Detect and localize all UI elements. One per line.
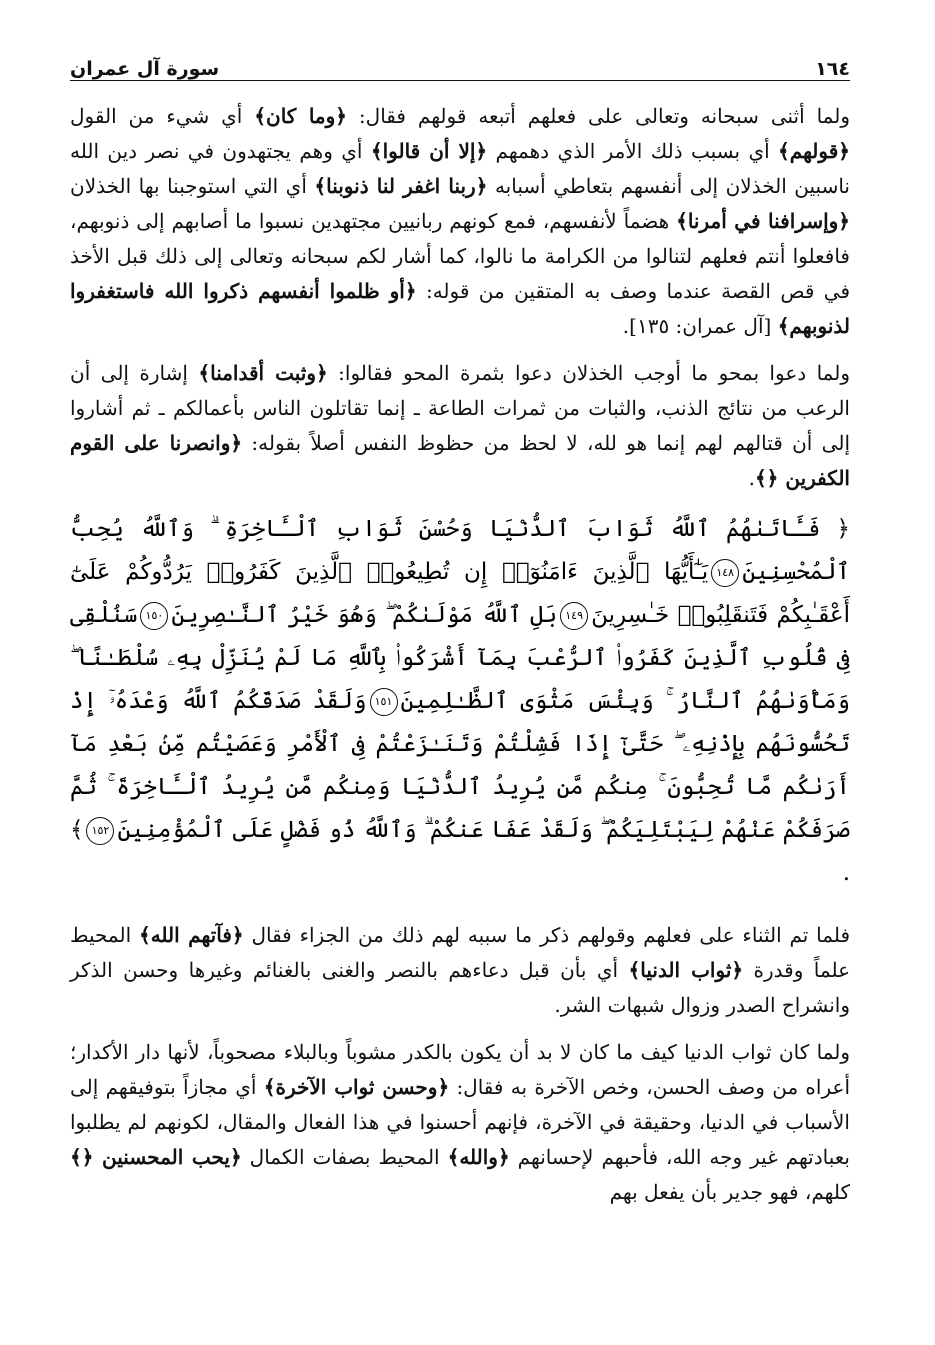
surah-title: سورة آل عمران xyxy=(70,58,220,80)
paragraph-3: فلما تم الثناء على فعلهم وقولهم ذكر ما سببه لهم ذلك من الجزاء فقال ﴿فآتهم الله﴾ المحيط علماً وقدرة ﴿ثواب الدنيا﴾ أي بأن قبل دعاءهم بالنصر والغنى بالغنائم وغيرها وحسن الذكر وانشراح الصدر وزوال شبهات الشر. xyxy=(70,923,851,1017)
verse-number-148: ١٤٨ xyxy=(711,559,739,587)
page-number: ١٦٤ xyxy=(815,58,850,80)
verse-150: بَلِ ٱللَّهُ مَوْلَىٰكُمْ ۖ وَهُوَ خَيْرُ ٱلنَّـٰصِرِينَ xyxy=(171,602,558,628)
paragraph-4: ولما كان ثواب الدنيا كيف ما كان لا بد أن يكون بالكدر مشوباً وبالبلاء مصحوباً، لأنها دار الأكدار؛ أعراه من وصف الحسن، وخص الآخرة به فقال: ﴿وحسن ثواب الآخرة﴾ أي مجازاً بتوفيقهم إلى الأسباب في الدنيا، وحقيقة في الآخرة، فإنهم أحسنوا في هذا الفعال والمقال، لكونهم لم يطلبوا بعبادتهم غير وجه الله، فأحبهم لإحسانهم ﴿والله﴾ المحيط بصفات الكمال ﴿يحب المحسنين ﴿﴾ كلهم، فهو جدير بأن يفعل بهم xyxy=(70,1040,850,1204)
running-header xyxy=(70,40,850,81)
verse-number-149: ١٤٩ xyxy=(560,602,588,630)
verse-number-150: ١٥٠ xyxy=(140,602,168,630)
verse-152: وَلَقَدْ صَدَقَكُمُ ٱللَّهُ وَعْدَهُۥٓ إِذْ تَحُسُّونَهُم بِإِذْنِهِۦ ۖ حَتَّىٰٓ إِذَا فَشِلْتُمْ وَتَنَـٰزَعْتُمْ فِى ٱلْأَمْرِ وَعَصَيْتُم مِّنۢ بَعْدِ مَآ أَرَىٰكُم مَّا تُحِبُّونَ ۚ مِنكُم مَّن يُرِيدُ ٱلدُّنْيَا وَمِنكُم مَّن يُرِيدُ ٱلْـَٔاخِرَةَ ۚ ثُمَّ صَرَفَكُمْ عَنْهُمْ لِيَبْتَلِيَكُمْ ۖ وَلَقَدْ عَفَا عَنكُمْ ۗ وَٱللَّهُ ذُو فَضْلٍ عَلَى ٱلْمُؤْمِنِينَ xyxy=(70,688,850,843)
quran-verses: ﴿ فَـَٔاتَىٰهُمُ ٱللَّهُ ثَوَابَ ٱلدُّنْيَا وَحُسْنَ ثَوَابِ ٱلْـَٔاخِرَةِ ۗ وَٱللَّهُ يُحِبُّ ٱلْمُحْسِنِينَ١٤٨يَـٰٓأَيُّهَا ٱلَّذِينَ ءَامَنُوٓا۟ إِن تُطِيعُوا۟ ٱلَّذِينَ كَفَرُوا۟ يَرُدُّوكُمْ عَلَىٰٓ أَعْقَـٰبِكُمْ فَتَنقَلِبُوا۟ خَـٰسِرِينَ١٤٩بَلِ ٱللَّهُ مَوْلَىٰكُمْ ۖ وَهُوَ خَيْرُ ٱلنَّـٰصِرِينَ١٥٠سَنُلْقِى فِى قُلُوبِ ٱلَّذِينَ كَفَرُوا۟ ٱلرُّعْبَ بِمَآ أَشْرَكُوا۟ بِٱللَّهِ مَا لَمْ يُنَزِّلْ بِهِۦ سُلْطَـٰنًا ۖ وَمَأْوَىٰهُمُ ٱلنَّارُ ۚ وَبِئْسَ مَثْوَى ٱلظَّـٰلِمِينَ١٥١وَلَقَدْ صَدَقَكُمُ ٱللَّهُ وَعْدَهُۥٓ إِذْ تَحُسُّونَهُم بِإِذْنِهِۦ ۖ حَتَّىٰٓ إِذَا فَشِلْتُمْ وَتَنَـٰزَعْتُمْ فِى ٱلْأَمْرِ وَعَصَيْتُم مِّنۢ بَعْدِ مَآ أَرَىٰكُم مَّا تُحِبُّونَ ۚ مِنكُم مَّن يُرِيدُ ٱلدُّنْيَا وَمِنكُم مَّن يُرِيدُ ٱلْـَٔاخِرَةَ ۚ ثُمَّ صَرَفَكُمْ عَنْهُمْ لِيَبْتَلِيَكُمْ ۖ وَلَقَدْ عَفَا عَنكُمْ ۗ وَٱللَّهُ ذُو فَضْلٍ عَلَى ٱلْمُؤْمِنِينَ١٥٢﴾ . xyxy=(70,516,850,886)
verse-148: ﴿ فَـَٔاتَىٰهُمُ ٱللَّهُ ثَوَابَ ٱلدُّنْيَا وَحُسْنَ ثَوَابِ ٱلْـَٔاخِرَةِ ۗ وَٱللَّهُ يُحِبُّ ٱلْمُحْسِنِينَ xyxy=(70,516,850,585)
verse-number-152: ١٥٢ xyxy=(86,817,114,845)
page xyxy=(70,40,850,1210)
paragraph-2: ولما دعوا بمحو ما أوجب الخذلان دعوا بثمرة المحو فقالوا: ﴿وثبت أقدامنا﴾ إشارة إلى أن الرعب من نتائج الذنب، والثبات من ثمرات الطاعة ـ إنما تقاتلون الناس بأعمالكم ـ ثم أشاروا إلى أن قتالهم لهم إنما هو لله، لا لحظ من حظوظ النفس أصلاً بقوله: ﴿وانصرنا على القوم الكفرين ﴿﴾. xyxy=(70,361,850,490)
verse-149: يَـٰٓأَيُّهَا ٱلَّذِينَ ءَامَنُوٓا۟ إِن تُطِيعُوا۟ ٱلَّذِينَ كَفَرُوا۟ يَرُدُّوكُمْ عَلَىٰٓ أَعْقَـٰبِكُمْ فَتَنقَلِبُوا۟ خَـٰسِرِينَ xyxy=(70,559,850,628)
verse-151: سَنُلْقِى فِى قُلُوبِ ٱلَّذِينَ كَفَرُوا۟ ٱلرُّعْبَ بِمَآ أَشْرَكُوا۟ بِٱللَّهِ مَا لَمْ يُنَزِّلْ بِهِۦ سُلْطَـٰنًا ۖ وَمَأْوَىٰهُمُ ٱلنَّارُ ۚ وَبِئْسَ مَثْوَى ٱلظَّـٰلِمِينَ xyxy=(70,602,850,714)
verse-number-151: ١٥١ xyxy=(370,688,398,716)
paragraph-1: ولما أثنى سبحانه وتعالى على فعلهم أتبعه قولهم فقال: ﴿وما كان﴾ أي شيء من القول ﴿قولهم﴾ أي بسبب ذلك الأمر الذي دهمهم ﴿إلا أن قالوا﴾ أي وهم يجتهدون في نصر دين الله ناسبين الخذلان إلى أنفسهم بتعاطي أسبابه ﴿ربنا اغفر لنا ذنوبنا﴾ أي التي استوجبنا بها الخذلان ﴿وإسرافنا في أمرنا﴾ هضماً لأنفسهم، فمع كونهم ربانيين مجتهدين نسبوا ما أصابهم إلى ذنوبهم، فافعلوا أنتم فعلهم لتنالوا من الكرامة ما نالوا، كما أشار لكم سبحانه وتعالى إلى ذلك قبل الأخذ في قص القصة عندما وصف به المتقين من قوله: ﴿أو ظلموا أنفسهم ذكروا الله فاستغفروا لذنوبهم﴾ [آل عمران: ١٣٥]. xyxy=(70,104,851,338)
